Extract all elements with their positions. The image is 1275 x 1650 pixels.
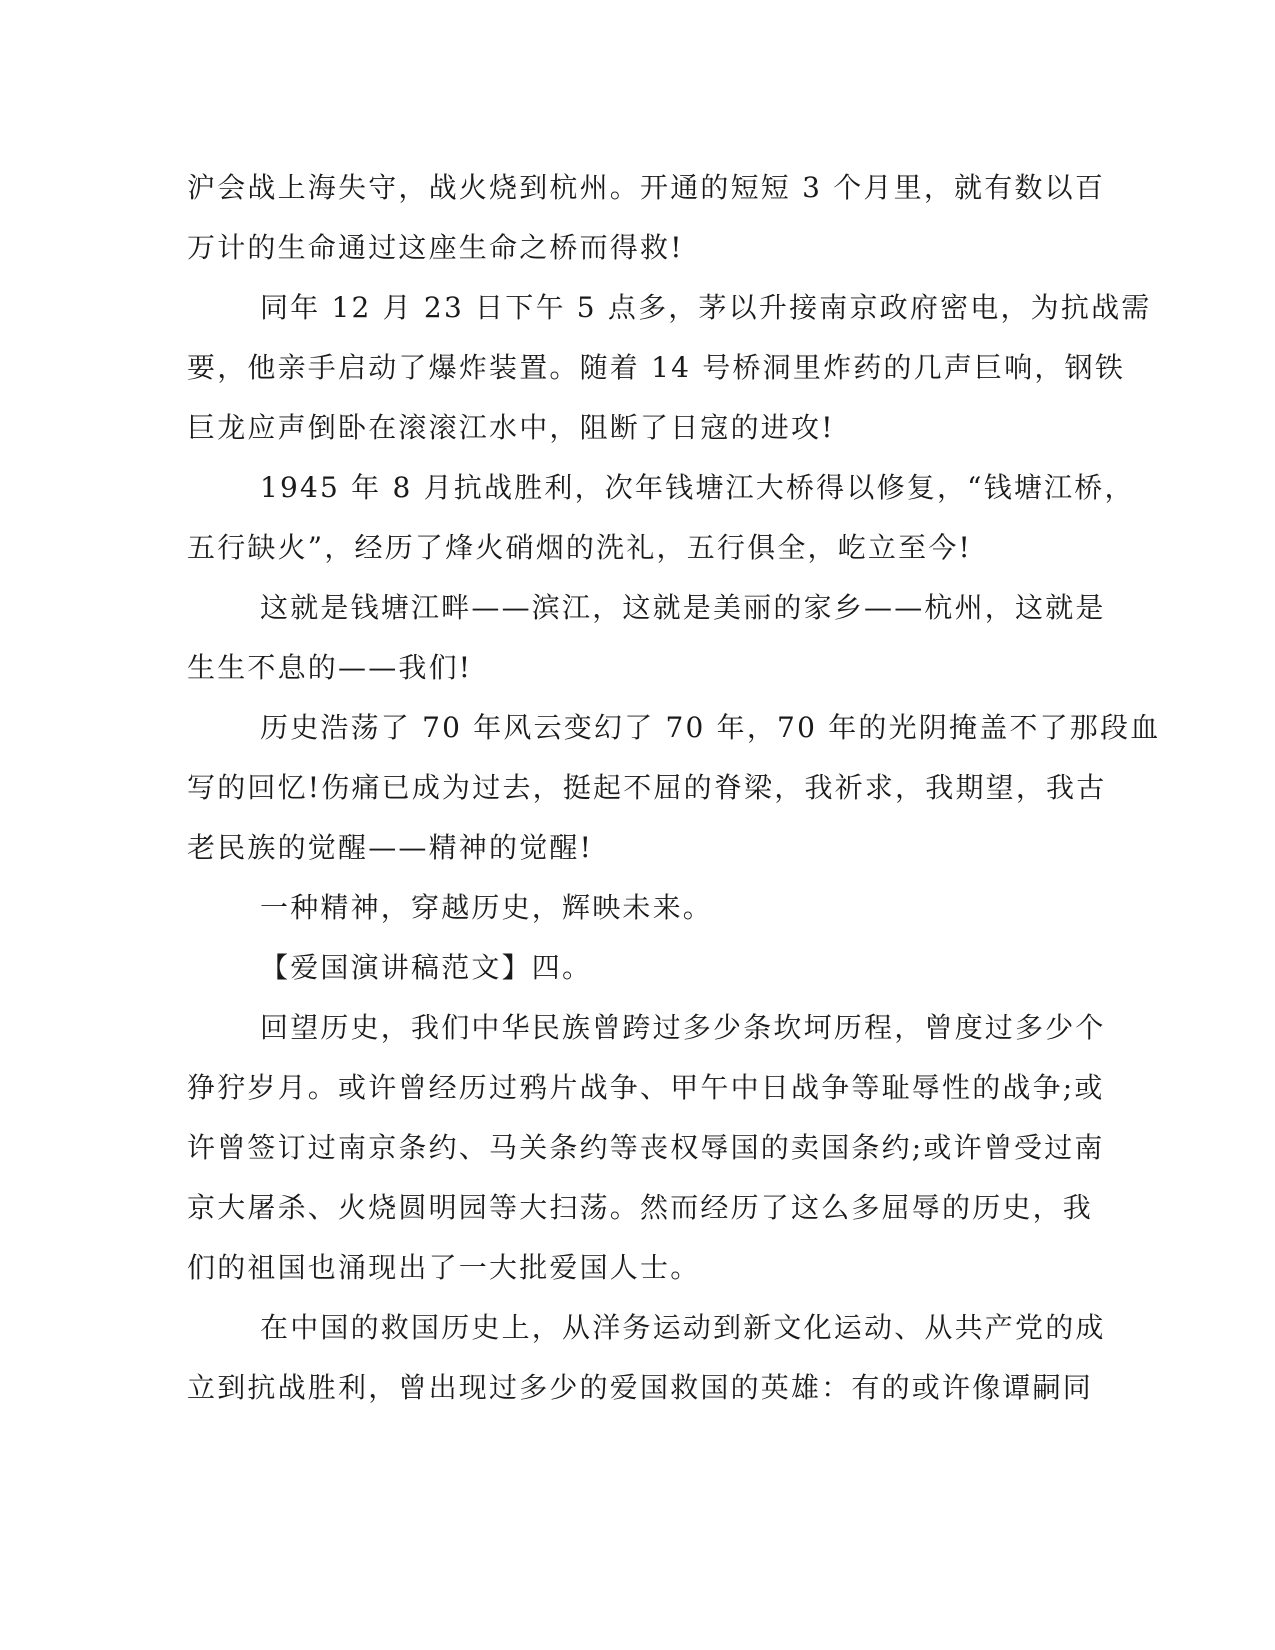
- text-line: 要，他亲手启动了爆炸装置。随着 14 号桥洞里炸药的几声巨响，钢铁: [187, 351, 1126, 384]
- paragraph-start-line: 1945 年 8 月抗战胜利，次年钱塘江大桥得以修复，“钱塘江桥，: [260, 471, 1135, 504]
- text-line: 狰狞岁月。或许曾经历过鸦片战争、甲午中日战争等耻辱性的战争;或: [187, 1071, 1105, 1104]
- text-line: 立到抗战胜利，曾出现过多少的爱国救国的英雄：有的或许像谭嗣同: [187, 1371, 1094, 1404]
- text-line: 沪会战上海失守，战火烧到杭州。开通的短短 3 个月里，就有数以百: [187, 171, 1106, 204]
- paragraph-start-line: 一种精神，穿越历史，辉映未来。: [260, 891, 714, 924]
- paragraph-start-line: 回望历史，我们中华民族曾跨过多少条坎坷历程，曾度过多少个: [260, 1011, 1106, 1044]
- document-body: [187, 158, 1161, 1418]
- paragraph-start-line: 这就是钱塘江畔——滨江，这就是美丽的家乡——杭州，这就是: [260, 591, 1106, 624]
- paragraph-start-line: 历史浩荡了 70 年风云变幻了 70 年，70 年的光阴掩盖不了那段血: [260, 711, 1161, 744]
- paragraph-start-line: 在中国的救国历史上，从洋务运动到新文化运动、从共产党的成: [260, 1311, 1106, 1344]
- text-line: 巨龙应声倒卧在滚滚江水中，阻断了日寇的进攻!: [187, 411, 835, 444]
- paragraph-start-line: 同年 12 月 23 日下午 5 点多，茅以升接南京政府密电，为抗战需: [260, 291, 1152, 324]
- text-line: 五行缺火”，经历了烽火硝烟的洗礼，五行俱全，屹立至今!: [187, 531, 972, 564]
- text-line: 老民族的觉醒——精神的觉醒!: [187, 831, 594, 864]
- section-heading: 【爱国演讲稿范文】四。: [260, 951, 593, 984]
- text-line: 写的回忆!伤痛已成为过去，挺起不屈的脊梁，我祈求，我期望，我古: [187, 771, 1107, 804]
- text-line: 许曾签订过南京条约、马关条约等丧权辱国的卖国条约;或许曾受过南: [187, 1131, 1105, 1164]
- text-line: 生生不息的——我们!: [187, 651, 473, 684]
- text-line: 们的祖国也涌现出了一大批爱国人士。: [187, 1251, 701, 1284]
- text-line: 京大屠杀、火烧圆明园等大扫荡。然而经历了这么多屈辱的历史，我: [187, 1191, 1094, 1224]
- text-line: 万计的生命通过这座生命之桥而得救!: [187, 231, 684, 264]
